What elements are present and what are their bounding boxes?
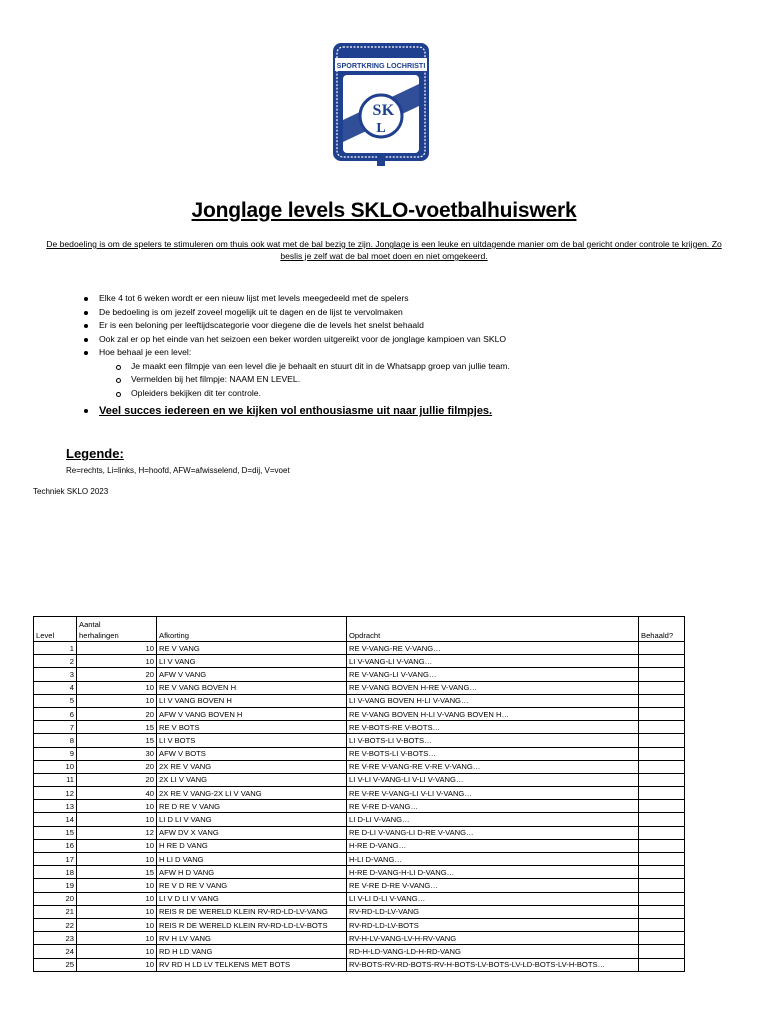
cell-abbreviation: AFW V VANG BOVEN H [157,707,347,720]
cell-abbreviation: 2X RE V VANG-2X LI V VANG [157,787,347,800]
cell-level: 21 [34,905,77,918]
table-body [34,642,685,972]
footer-note: Techniek SKLO 2023 [33,487,109,496]
cell-reps: 15 [77,734,157,747]
cell-level: 19 [34,879,77,892]
cell-achieved [639,800,685,813]
cell-task: RE V-VANG BOVEN H-LI V-VANG BOVEN H… [347,707,639,720]
table-row [34,866,685,879]
cell-level: 12 [34,787,77,800]
cell-task: RE V-RE V-VANG-RE V-RE V-VANG… [347,760,639,773]
cell-task: LI V-BOTS-LI V-BOTS… [347,734,639,747]
cell-achieved [639,945,685,958]
list-item: Elke 4 tot 6 weken wordt er een nieuw lijst met levels meegedeeld met de spelers [84,292,724,306]
table-row [34,694,685,707]
list-item: Ook zal er op het einde van het seizoen een beker worden uitgereikt voor de jonglage kampioen van SKLO [84,333,724,347]
cell-reps: 10 [77,694,157,707]
cell-abbreviation: AFW V VANG [157,668,347,681]
cell-abbreviation: RV RD H LD LV TELKENS MET BOTS [157,958,347,971]
sub-list-item: Je maakt een filmpje van een level die je behaalt en stuurt dit in de Whatsapp groep van jullie team. [84,360,724,374]
cell-achieved [639,760,685,773]
cell-abbreviation: RE V VANG [157,642,347,655]
cell-abbreviation: H RE D VANG [157,839,347,852]
cell-level: 15 [34,826,77,839]
cell-achieved [639,668,685,681]
cell-reps: 40 [77,787,157,800]
cell-task: LI V-LI D-LI V-VANG… [347,892,639,905]
cell-abbreviation: 2X LI V VANG [157,773,347,786]
cell-task: RV-H-LV-VANG-LV-H-RV-VANG [347,932,639,945]
cell-achieved [639,879,685,892]
cell-abbreviation: RE D RE V VANG [157,800,347,813]
cell-reps: 10 [77,892,157,905]
cell-reps: 10 [77,945,157,958]
cell-achieved [639,839,685,852]
cell-task: RD-H-LD-VANG-LD-H-RD-VANG [347,945,639,958]
cell-task: LI D-LI V-VANG… [347,813,639,826]
bullet-icon [84,324,88,328]
closing-message: Veel succes iedereen en we kijken vol enthousiasme uit naar jullie filmpjes. [84,402,724,420]
table-row [34,642,685,655]
cell-abbreviation: LI D LI V VANG [157,813,347,826]
cell-task: LI V-VANG-LI V-VANG… [347,655,639,668]
cell-level: 10 [34,760,77,773]
cell-reps: 10 [77,905,157,918]
cell-task: RE V-RE V-VANG-LI V-LI V-VANG… [347,787,639,800]
cell-achieved [639,853,685,866]
cell-task: LI V-LI V-VANG-LI V-LI V-VANG… [347,773,639,786]
cell-abbreviation: RE V BOTS [157,721,347,734]
cell-achieved [639,642,685,655]
cell-abbreviation: RV H LV VANG [157,932,347,945]
cell-achieved [639,813,685,826]
cell-reps: 20 [77,760,157,773]
header-abbreviation: Afkorting [157,617,347,642]
club-logo [330,40,432,170]
cell-achieved [639,918,685,931]
info-bullet-list [84,292,724,420]
cell-abbreviation: AFW V BOTS [157,747,347,760]
cell-task: H-LI D-VANG… [347,853,639,866]
table-row [34,826,685,839]
cell-abbreviation: RE V VANG BOVEN H [157,681,347,694]
table-row [34,681,685,694]
table-row [34,918,685,931]
table-row [34,707,685,720]
cell-abbreviation: RE V D RE V VANG [157,879,347,892]
cell-level: 3 [34,668,77,681]
sub-list-item: Vermelden bij het filmpje: NAAM EN LEVEL. [84,373,724,387]
cell-level: 20 [34,892,77,905]
table-row [34,734,685,747]
legend-title: Legende: [66,446,124,461]
cell-reps: 10 [77,813,157,826]
cell-achieved [639,681,685,694]
page-title: Jonglage levels SKLO-voetbalhuiswerk [191,199,577,222]
cell-task: RE V-BOTS-RE V-BOTS… [347,721,639,734]
cell-achieved [639,734,685,747]
bullet-icon [84,311,88,315]
table-row [34,668,685,681]
table-row [34,813,685,826]
cell-abbreviation: LI V VANG BOVEN H [157,694,347,707]
legend-text: Re=rechts, Li=links, H=hoofd, AFW=afwisselend, D=dij, V=voet [66,466,290,475]
bullet-icon [84,297,88,301]
sub-list-item: Opleiders bekijken dit ter controle. [84,387,724,401]
cell-level: 1 [34,642,77,655]
bullet-icon [84,351,88,355]
svg-text:S: S [372,102,382,119]
svg-text:L: L [376,121,386,136]
table-row [34,787,685,800]
bullet-icon [84,338,88,342]
cell-achieved [639,905,685,918]
bullet-icon [84,409,88,413]
cell-reps: 15 [77,721,157,734]
cell-task: H-RE D-VANG-H-LI D-VANG… [347,866,639,879]
cell-abbreviation: LI V D LI V VANG [157,892,347,905]
table-row [34,879,685,892]
cell-reps: 10 [77,681,157,694]
cell-task: LI V-VANG BOVEN H-LI V-VANG… [347,694,639,707]
levels-table [33,616,685,972]
cell-level: 17 [34,853,77,866]
cell-level: 22 [34,918,77,931]
logo-banner-text: SPORTKRING LOCHRISTI [336,61,426,70]
table-row [34,892,685,905]
cell-level: 8 [34,734,77,747]
list-item: Hoe behaal je een level: [84,346,724,360]
cell-achieved [639,866,685,879]
cell-abbreviation: RD H LD VANG [157,945,347,958]
cell-reps: 10 [77,642,157,655]
circle-bullet-icon [116,392,121,397]
header-task: Opdracht [347,617,639,642]
cell-reps: 10 [77,918,157,931]
table-header-row [34,617,685,642]
cell-level: 4 [34,681,77,694]
cell-abbreviation: H LI D VANG [157,853,347,866]
intro-paragraph: De bedoeling is om de spelers te stimuleren om thuis ook wat met de bal bezig te zijn. Jonglage is een leuke en uitdagende manier om de bal gericht onder controle te krijgen. Zo beslis je zelf wat de bal moet doen en niet omgekeerd. [46,239,722,261]
cell-level: 18 [34,866,77,879]
cell-achieved [639,932,685,945]
cell-level: 2 [34,655,77,668]
table-row [34,905,685,918]
cell-level: 11 [34,773,77,786]
table-row [34,721,685,734]
cell-level: 5 [34,694,77,707]
cell-reps: 10 [77,839,157,852]
cell-achieved [639,707,685,720]
cell-task: RE V-VANG-LI V-VANG… [347,668,639,681]
header-achieved: Behaald? [639,617,685,642]
list-item: De bedoeling is om jezelf zoveel mogelijk uit te dagen en de lijst te vervolmaken [84,306,724,320]
cell-task: RE V-BOTS-LI V-BOTS… [347,747,639,760]
table-row [34,853,685,866]
cell-achieved [639,747,685,760]
cell-level: 23 [34,932,77,945]
header-reps: Aantal herhalingen [77,617,157,642]
cell-abbreviation: AFW DV X VANG [157,826,347,839]
cell-abbreviation: 2X RE V VANG [157,760,347,773]
circle-bullet-icon [116,378,121,383]
cell-abbreviation: LI V BOTS [157,734,347,747]
cell-achieved [639,694,685,707]
table-row [34,945,685,958]
cell-task: RV-BOTS-RV-RD-BOTS-RV-H-BOTS-LV-BOTS-LV-LD-BOTS-LV-H-BOTS… [347,958,639,971]
cell-reps: 10 [77,958,157,971]
cell-reps: 15 [77,866,157,879]
table-row [34,932,685,945]
table-row [34,747,685,760]
cell-reps: 20 [77,773,157,786]
cell-abbreviation: AFW H D VANG [157,866,347,879]
cell-achieved [639,892,685,905]
list-item: Er is een beloning per leeftijdscategorie voor diegene die de levels het snelst behaald [84,319,724,333]
cell-level: 16 [34,839,77,852]
cell-task: RE V-RE D-VANG… [347,800,639,813]
cell-reps: 10 [77,655,157,668]
svg-text:K: K [381,102,395,119]
cell-achieved [639,655,685,668]
cell-level: 6 [34,707,77,720]
cell-reps: 30 [77,747,157,760]
cell-abbreviation: REIS R DE WERELD KLEIN RV-RD-LD-LV-VANG [157,905,347,918]
table-row [34,760,685,773]
cell-task: RV-RD-LD-LV-VANG [347,905,639,918]
cell-task: RE V-VANG-RE V-VANG… [347,642,639,655]
cell-level: 13 [34,800,77,813]
cell-abbreviation: REIS R DE WERELD KLEIN RV-RD-LD-LV-BOTS [157,918,347,931]
cell-achieved [639,721,685,734]
cell-reps: 20 [77,707,157,720]
table-row [34,773,685,786]
cell-task: RE D-LI V-VANG-LI D-RE V-VANG… [347,826,639,839]
cell-achieved [639,826,685,839]
cell-reps: 20 [77,668,157,681]
cell-reps: 10 [77,879,157,892]
cell-achieved [639,787,685,800]
table-row [34,655,685,668]
circle-bullet-icon [116,365,121,370]
cell-reps: 10 [77,800,157,813]
cell-reps: 12 [77,826,157,839]
table-row [34,839,685,852]
cell-level: 14 [34,813,77,826]
cell-level: 7 [34,721,77,734]
cell-task: RE V-VANG BOVEN H-RE V-VANG… [347,681,639,694]
cell-task: H-RE D-VANG… [347,839,639,852]
cell-task: RV-RD-LD-LV-BOTS [347,918,639,931]
table-row [34,800,685,813]
table-row [34,958,685,971]
cell-level: 9 [34,747,77,760]
cell-abbreviation: LI V VANG [157,655,347,668]
cell-reps: 10 [77,853,157,866]
header-level: Level [34,617,77,642]
cell-reps: 10 [77,932,157,945]
cell-achieved [639,773,685,786]
cell-task: RE V-RE D-RE V-VANG… [347,879,639,892]
cell-level: 24 [34,945,77,958]
cell-achieved [639,958,685,971]
cell-level: 25 [34,958,77,971]
